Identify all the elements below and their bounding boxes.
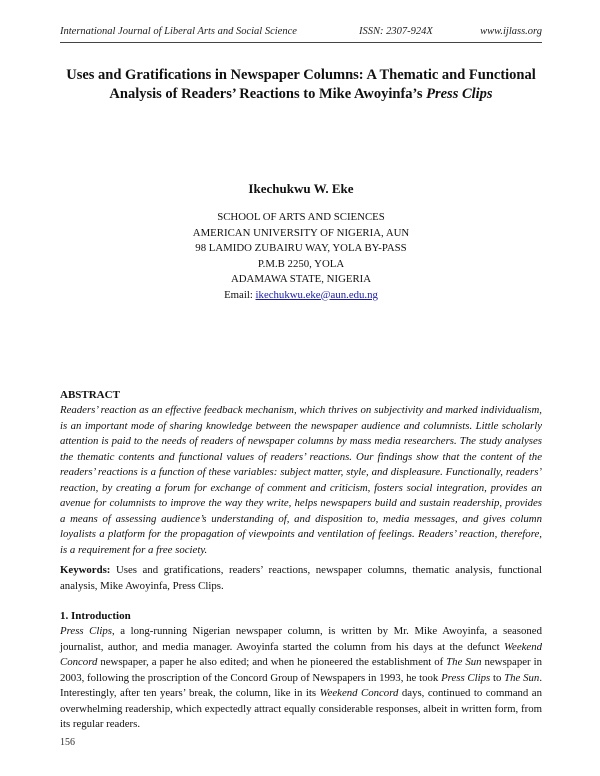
email-label: Email: [224, 288, 256, 301]
intro-seg-11: Weekend Concord [319, 687, 399, 699]
author-name: Ikechukwu W. Eke [248, 181, 354, 196]
introduction-text [60, 624, 542, 733]
keywords-label: Keywords: [60, 564, 111, 576]
intro-seg-6: newspaper in 2003, following the proscription of the Concord Group of Newspapers in 1993, he took [60, 656, 542, 684]
email-link[interactable]: ikechukwu.eke@aun.edu.ng [255, 288, 378, 301]
author-affiliation [60, 210, 542, 303]
affiliation-line: P.M.B 2250, YOLA [257, 257, 345, 270]
issn: ISSN: 2307-924X [359, 26, 433, 37]
intro-seg-3: Weekend Concord [60, 640, 542, 668]
journal-name: International Journal of Liberal Arts and Social Science [60, 26, 297, 37]
intro-seg-5: The Sun [446, 656, 482, 668]
paper-title [60, 66, 542, 104]
intro-seg-2: , a long-running Nigerian newspaper column, is written by Mr. Mike Awoyinfa, a seasoned journalist, author, and media manager. Awoyinfa started the column from his days at the defunct [60, 625, 542, 653]
title-line-1: Uses and Gratifications in Newspaper Columns: A Thematic and Functional [66, 67, 536, 83]
affiliation-line: AMERICAN UNIVERSITY OF NIGERIA, AUN [192, 226, 410, 239]
journal-website: www.ijlass.org [480, 26, 542, 37]
intro-seg-9: The Sun [504, 671, 540, 684]
keywords [60, 563, 542, 594]
intro-seg-7: Press Clips [441, 671, 491, 684]
title-line-2 [60, 85, 542, 104]
title-press-clips: Press Clips [426, 86, 493, 102]
affiliation-line: ADAMAWA STATE, NIGERIA [230, 273, 372, 285]
page-number: 156 [60, 737, 75, 748]
email-line [60, 288, 542, 304]
title-line-2-text: Analysis of Readers’ Reactions to Mike Awoyinfa’s [109, 86, 427, 102]
keywords-text: Uses and gratifications, readers’ reactions, newspaper columns, thematic analysis, functional analysis, Mike Awoyinfa, Press Clips. [60, 564, 542, 592]
intro-seg-12: days, continued to command an overwhelming readership, which expectedly attract equally considerable responses, albeit in written form, from its regular readers. [60, 687, 542, 730]
intro-seg-4: newspaper, a paper he also edited; and when he pioneered the establishment of [97, 656, 447, 668]
introduction-heading: 1. Introduction [60, 610, 131, 622]
abstract-text: Readers’ reaction as an effective feedback mechanism, which thrives on subjectivity and marked individualism, is an important mode of sharing knowledge between the newspaper audience and columnists. Little scholarly attention is paid to the needs of readers of newspaper columns by mass media researchers. The study analyses the thematic contents and functional values of readers’ reactions. Our findings show that the content of the readers’ reactions is a function of these variables: subject matter, style, and displeasure. Functionally, readers’ reaction, by creating a forum for exchange of comment and criticism, fosters social integration, provides an avenue for columnists to improve the way they write, helps newspapers build and sustain readership, provides a means of assessing audience’s understanding of, and disposition to, media messages, and gives column loyalists a platform for the propagation of viewpoints and ventilation of feelings. Readers’ reaction, therefore, is a requirement for a free society. [60, 404, 542, 556]
intro-seg-1: Press Clips [60, 625, 112, 637]
abstract-heading: ABSTRACT [60, 389, 120, 401]
affiliation-line: SCHOOL OF ARTS AND SCIENCES [217, 211, 385, 223]
running-header [60, 26, 542, 40]
affiliation-line: 98 LAMIDO ZUBAIRU WAY, YOLA BY-PASS [195, 242, 407, 254]
intro-seg-8: to [490, 671, 505, 684]
header-rule [60, 42, 542, 43]
intro-seg-10: . Interestingly, after ten years’ break, the column, like in its [60, 671, 543, 699]
